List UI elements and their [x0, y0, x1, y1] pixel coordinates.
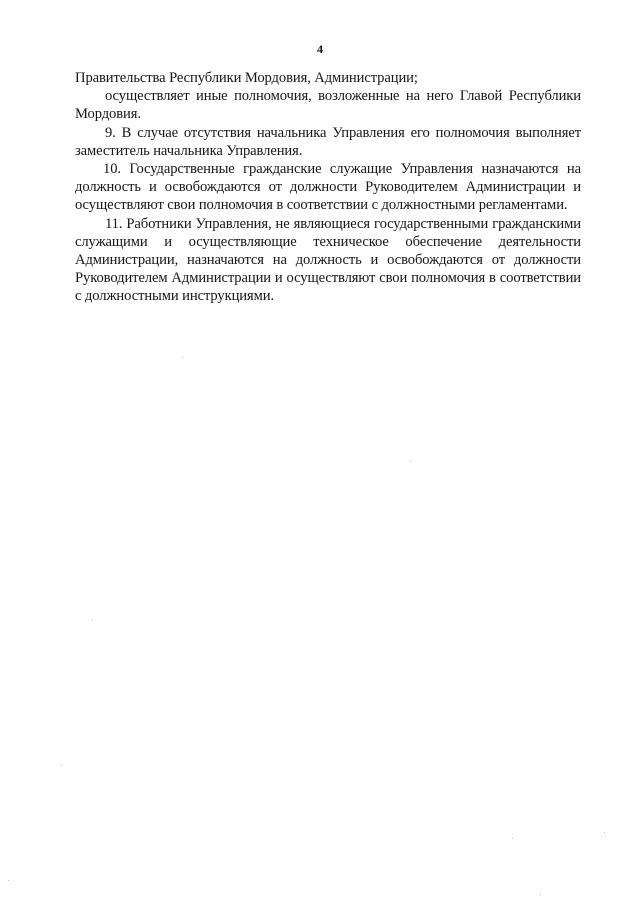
document-body — [75, 69, 581, 306]
scan-speck — [410, 461, 411, 462]
paragraph-10: 10. Государственные гражданские служащие Управления назначаются на должность и освобождаются от должности Руководителем Администрации и осуществляют свои полномочия в соответствии с должностными регламентами. — [75, 161, 581, 214]
page-number: 4 — [317, 42, 323, 56]
scan-speck — [8, 880, 9, 881]
scan-speck — [512, 838, 513, 839]
scan-speck — [182, 357, 183, 358]
paragraph-other-powers: осуществляет иные полномочия, возложенные на него Главой Республики Мордовия. — [75, 88, 581, 123]
scan-speck — [61, 765, 62, 766]
scan-speck — [540, 894, 541, 895]
paragraph-9: 9. В случае отсутствия начальника Управления его полномочия выполняет заместитель начальника Управления. — [75, 124, 581, 159]
scan-speck — [604, 832, 605, 833]
scan-speck — [92, 620, 93, 621]
paragraph-11: 11. Работники Управления, не являющиеся государственными гражданскими служащими и осуществляющие техническое обеспечение деятельности Администрации, назначаются на должность и освобождаются от должности Руководителем Администрации и осуществляют свои полномочия в соответствии с должностными инструкциями. — [75, 215, 581, 305]
paragraph-continuation: Правительства Республики Мордовия, Администрации; — [75, 70, 418, 86]
